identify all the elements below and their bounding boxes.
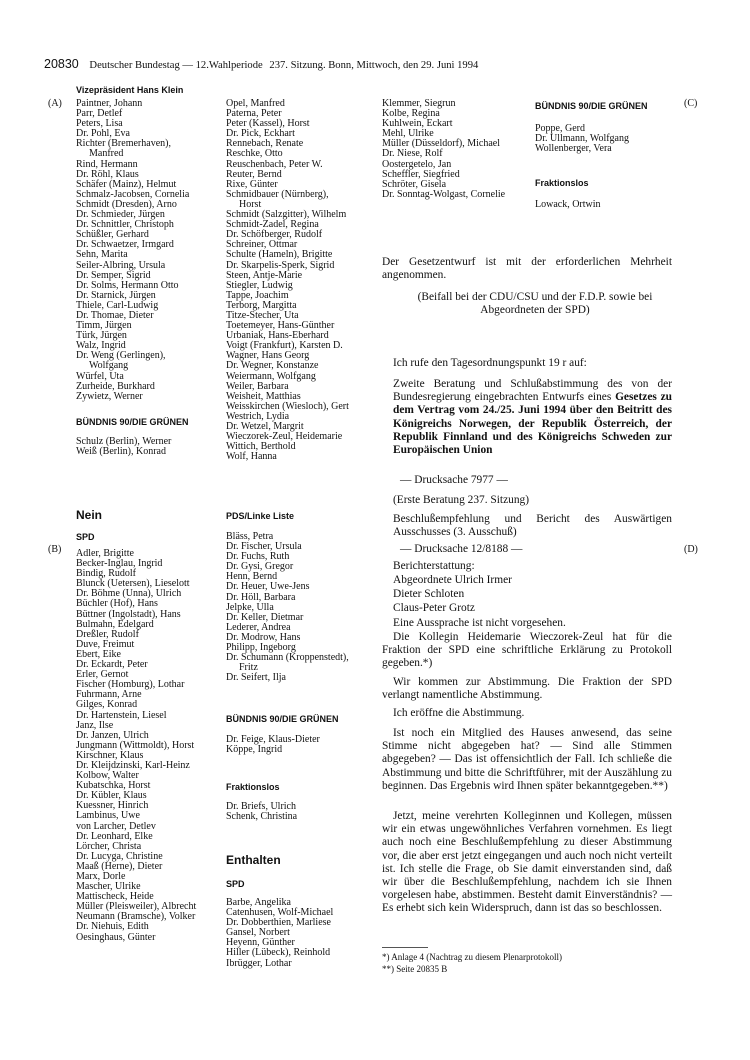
list-item: Wollenberger, Vera <box>535 143 612 155</box>
list-item: Terborg, Margitta <box>226 299 297 311</box>
list-item: Dr. Schumann (Kroppenstedt), <box>226 652 349 664</box>
list-item: Titze-Stecher, Uta <box>226 309 299 321</box>
list-item: Reschke, Otto <box>226 148 283 160</box>
list-item: Urbaniak, Hans-Eberhard <box>226 330 329 342</box>
heading-fraktionslos-col2: Fraktionslos <box>226 782 280 792</box>
col1-names <box>76 99 226 402</box>
margin-mark-a: (A) <box>48 98 62 109</box>
list-item: Kolbe, Regina <box>382 108 440 120</box>
list-item: Dr. Hartenstein, Liesel <box>76 709 167 721</box>
list-item: Blunck (Uetersen), Lieselott <box>76 578 190 590</box>
list-item: Weisskirchen (Wiesloch), Gert <box>226 400 349 412</box>
list-item: Dr. Fuchs, Ruth <box>226 551 290 563</box>
list-item: Scheffler, Siegfried <box>382 168 460 180</box>
list-item: Janz, Ilse <box>76 719 114 731</box>
list-item: Türk, Jürgen <box>76 330 127 342</box>
list-item: Weiermann, Wolfgang <box>226 370 316 382</box>
list-item: Dr. Thomae, Dieter <box>76 309 154 321</box>
heading-spd-nein: SPD <box>76 532 95 542</box>
list-item: Dr. Seifert, Ilja <box>226 672 286 684</box>
list-item: Schäfer (Mainz), Helmut <box>76 178 177 190</box>
list-item: Lambinus, Uwe <box>76 810 140 822</box>
agenda-item-title: Gesetzes zu dem Vertrag vom 24./25. Juni 1994 über den Beitritt des Königreichs Norwegen, der Republik Österreich, der Republik Finnland und des Königreichs Schweden zur Europäischen Union <box>393 391 672 457</box>
list-item: Dr. Pick, Eckhart <box>226 128 295 140</box>
list-item: Dr. Sonntag-Wolgast, Cornelie <box>382 188 506 200</box>
list-item: Dr. Kübler, Klaus <box>76 790 147 802</box>
list-item: Weisheit, Matthias <box>226 390 301 402</box>
list-item: Köppe, Ingrid <box>226 744 283 756</box>
list-item: Paterna, Peter <box>226 108 282 120</box>
heading-pds: PDS/Linke Liste <box>226 511 295 521</box>
list-item: Manfred <box>89 148 124 160</box>
heading-b90-col4: BÜNDNIS 90/DIE GRÜNEN <box>535 101 648 111</box>
list-item: Steen, Antje-Marie <box>226 269 303 281</box>
heading-fraktionslos-col4: Fraktionslos <box>535 178 589 188</box>
list-item: Dr. Schöfberger, Rudolf <box>226 229 323 241</box>
list-item: Oesinghaus, Günter <box>76 931 156 943</box>
list-item: Schüßler, Gerhard <box>76 229 149 241</box>
list-item: Schmalz-Jacobsen, Cornelia <box>76 188 190 200</box>
agenda-item <box>393 378 672 457</box>
list-item: Walz, Ingrid <box>76 340 126 352</box>
list-item: Stiegler, Ludwig <box>226 279 293 291</box>
list-item: Gilges, Konrad <box>76 699 138 711</box>
list-item: Henn, Bernd <box>226 571 278 583</box>
list-item: Tappe, Joachim <box>226 289 289 301</box>
list-item: Wolf, Hanna <box>226 451 277 463</box>
agenda-item-intro: Zweite Beratung und Schlußabstimmung des von der Bundesregierung eingebrachten Entwurfs eines <box>393 378 672 404</box>
list-item: Ibrügger, Lothar <box>226 957 292 969</box>
publication-title: Deutscher Bundestag — 12.Wahlperiode <box>89 60 263 71</box>
list-item: Opel, Manfred <box>226 98 285 109</box>
list-item: Marx, Dorle <box>76 871 126 882</box>
result-text: Der Gesetzentwurf ist mit der erforderlichen Mehrheit angenommen. <box>382 256 672 282</box>
list-item: Dr. Keller, Dietmar <box>226 611 304 623</box>
footnote-1: *) Anlage 4 (Nachtrag zu diesem Plenarprotokoll) <box>382 952 562 962</box>
col1-spd-names <box>76 549 226 943</box>
list-item: Dr. Röhl, Klaus <box>76 168 139 180</box>
list-item: Timm, Jürgen <box>76 320 132 332</box>
list-item: Kuessner, Hinrich <box>76 800 149 812</box>
list-item: Rennebach, Renate <box>226 138 304 150</box>
list-item: Schulte (Hameln), Brigitte <box>226 249 333 261</box>
session-info: 237. Sitzung. Bonn, Mittwoch, den 29. Juni 1994 <box>269 60 479 71</box>
heading-vizepraesident: Vizepräsident Hans Klein <box>76 85 184 95</box>
open-vote: Ich eröffne die Abstimmung. <box>393 707 525 719</box>
heading-enthalten: Enthalten <box>226 853 281 867</box>
list-item: Heyenn, Günther <box>226 937 295 949</box>
list-item: Rind, Hermann <box>76 158 138 170</box>
list-item: Zywietz, Werner <box>76 390 143 402</box>
list-item: Dr. Janzen, Ulrich <box>76 729 149 741</box>
list-item: Mehl, Ulrike <box>382 128 434 140</box>
heading-spd-enthalten: SPD <box>226 879 245 889</box>
list-item: Voigt (Frankfurt), Karsten D. <box>226 340 343 352</box>
list-item: Dr. Solms, Hermann Otto <box>76 279 179 291</box>
list-item: Neumann (Bramsche), Volker <box>76 911 196 923</box>
list-item: Westrich, Lydia <box>226 410 290 422</box>
list-item: Jungmann (Wittmoldt), Horst <box>76 739 195 751</box>
list-item: Dr. Weng (Gerlingen), <box>76 350 166 362</box>
list-item: Gansel, Norbert <box>226 927 290 939</box>
list-item: Zurheide, Burkhard <box>76 380 155 392</box>
first-reading: (Erste Beratung 237. Sitzung) <box>393 494 530 506</box>
margin-mark-c: (C) <box>684 98 698 109</box>
list-item: Schmidbauer (Nürnberg), <box>226 188 329 200</box>
list-item: Peter (Kassel), Horst <box>226 118 310 130</box>
written-statement: Die Kollegin Heidemarie Wieczorek-Zeul hat für die Fraktion der SPD eine schriftliche Erklärung zu Protokoll gegeben.*) <box>382 631 672 670</box>
list-item: Toetemeyer, Hans-Günther <box>226 320 335 332</box>
col3-names <box>382 99 532 200</box>
list-item: Dr. Lucyga, Christine <box>76 850 163 862</box>
list-item: Jelpke, Ulla <box>226 601 274 613</box>
col2-pds-names <box>226 532 376 683</box>
close-vote: Ist noch ein Mitglied des Hauses anwesend, das seine Stimme nicht abgegeben hat? — Sind alle Stimmen abgegeben? — Das ist offensichtlich der Fall. Ich schließe die Abstimmung und bitte die Schriftführer, mit der Auszählung zu beginnen. Das Ergebnis wird Ihnen später bekanntgegeben.**) <box>382 727 672 792</box>
list-item: Schulz (Berlin), Werner <box>76 436 172 447</box>
rapporteurs-label: Berichterstattung: <box>393 560 475 572</box>
list-item: Weiler, Barbara <box>226 380 289 392</box>
heading-b90-col1: BÜNDNIS 90/DIE GRÜNEN <box>76 417 189 427</box>
list-item: Wolfgang <box>89 360 129 372</box>
list-item: Dr. Schmieder, Jürgen <box>76 209 165 221</box>
rapporteur-1: Abgeordnete Ulrich Irmer <box>393 574 512 586</box>
list-item: Schröter, Gisela <box>382 178 447 190</box>
list-item: Reuter, Bernd <box>226 168 282 180</box>
list-item: Wittich, Berthold <box>226 441 296 453</box>
list-item: Mattischeck, Heide <box>76 891 154 903</box>
list-item: Schmidt-Zadel, Regina <box>226 219 319 231</box>
list-item: Dr. Niese, Rolf <box>382 148 443 160</box>
list-item: Philipp, Ingeborg <box>226 642 296 654</box>
drucksache-2: — Drucksache 12/8188 — <box>400 543 523 555</box>
list-item: Sehn, Marita <box>76 249 128 261</box>
list-item: Dr. Fischer, Ursula <box>226 541 302 553</box>
list-item: Wieczorek-Zeul, Heidemarie <box>226 431 343 443</box>
list-item: Seiler-Albring, Ursula <box>76 259 166 271</box>
list-item: Hiller (Lübeck), Reinhold <box>226 947 331 959</box>
list-item: Dr. Wegner, Konstanze <box>226 360 319 372</box>
committee-report: Beschlußempfehlung und Bericht des Auswärtigen Ausschusses (3. Ausschuß) <box>393 513 672 539</box>
col1-b90-names <box>76 437 226 457</box>
list-item: Fritz <box>239 662 258 674</box>
list-item: Adler, Brigitte <box>76 548 134 559</box>
list-item: Ebert, Eike <box>76 648 121 660</box>
list-item: Dr. Kleijdzinski, Karl-Heinz <box>76 759 190 771</box>
list-item: Dr. Dobberthien, Marliese <box>226 917 331 929</box>
list-item: Müller (Düsseldorf), Michael <box>382 138 501 150</box>
col2-names <box>226 99 376 462</box>
margin-mark-b: (B) <box>48 544 62 555</box>
list-item: Bindig, Rudolf <box>76 568 137 580</box>
heading-b90-col2: BÜNDNIS 90/DIE GRÜNEN <box>226 714 339 724</box>
page-header <box>44 57 710 71</box>
list-item: Dr. Gysi, Gregor <box>226 561 294 573</box>
list-item: Horst <box>239 198 262 210</box>
list-item: von Larcher, Detlev <box>76 820 156 832</box>
list-item: Lowack, Ortwin <box>535 199 601 210</box>
list-item: Fischer (Homburg), Lothar <box>76 679 185 691</box>
list-item: Maaß (Herne), Dieter <box>76 860 163 872</box>
list-item: Dr. Ullmann, Wolfgang <box>535 133 629 145</box>
rapporteur-2: Dieter Schloten <box>393 588 465 600</box>
list-item: Lederer, Andrea <box>226 621 291 633</box>
list-item: Dr. Schwaetzer, Irmgard <box>76 239 174 251</box>
list-item: Dr. Eckardt, Peter <box>76 659 148 671</box>
list-item: Kubatschka, Horst <box>76 780 151 792</box>
list-item: Paintner, Johann <box>76 98 143 109</box>
rapporteur-3: Claus-Peter Grotz <box>393 602 475 614</box>
list-item: Bulmahn, Edelgard <box>76 618 154 630</box>
applause-note: (Beifall bei der CDU/CSU und der F.D.P. sowie bei Abgeordneten der SPD) <box>417 291 653 317</box>
col4-fl-names <box>535 200 685 210</box>
list-item: Dr. Briefs, Ulrich <box>226 801 296 812</box>
list-item: Dr. Leonhard, Elke <box>76 830 153 842</box>
list-item: Barbe, Angelika <box>226 897 291 908</box>
list-item: Bläss, Petra <box>226 531 274 542</box>
list-item: Dreßler, Rudolf <box>76 628 139 640</box>
list-item: Schenk, Christina <box>226 811 298 823</box>
list-item: Rixe, Günter <box>226 178 278 190</box>
list-item: Reuschenbach, Peter W. <box>226 158 323 170</box>
list-item: Dr. Feige, Klaus-Dieter <box>226 734 320 745</box>
list-item: Dr. Starnick, Jürgen <box>76 289 156 301</box>
list-item: Richter (Bremerhaven), <box>76 138 171 150</box>
list-item: Büttner (Ingolstadt), Hans <box>76 608 181 620</box>
list-item: Kuhlwein, Eckart <box>382 118 453 130</box>
list-item: Duve, Freimut <box>76 638 135 650</box>
agenda-call: Ich rufe den Tagesordnungspunkt 19 r auf: <box>393 357 587 369</box>
footnote-2: **) Seite 20835 B <box>382 964 448 974</box>
page-number: 20830 <box>44 57 79 71</box>
list-item: Thiele, Carl-Ludwig <box>76 299 159 311</box>
list-item: Dr. Semper, Sigrid <box>76 269 151 281</box>
list-item: Lörcher, Christa <box>76 840 142 852</box>
list-item: Dr. Wetzel, Margrit <box>226 421 304 432</box>
list-item: Würfel, Uta <box>76 370 124 382</box>
list-item: Weiß (Berlin), Konrad <box>76 446 166 458</box>
list-item: Dr. Böhme (Unna), Ulrich <box>76 588 182 600</box>
heading-nein: Nein <box>76 508 103 522</box>
no-debate: Eine Aussprache ist nicht vorgesehen. <box>393 617 566 629</box>
list-item: Parr, Detlef <box>76 108 123 120</box>
list-item: Dr. Höll, Barbara <box>226 591 296 603</box>
list-item: Müller (Pleisweiler), Albrecht <box>76 901 197 913</box>
list-item: Dr. Niehuis, Edith <box>76 921 149 933</box>
list-item: Dr. Schnittler, Christoph <box>76 219 174 231</box>
list-item: Kolbow, Walter <box>76 770 139 782</box>
vote-start: Wir kommen zur Abstimmung. Die Fraktion der SPD verlangt namentliche Abstimmung. <box>382 676 672 702</box>
list-item: Poppe, Gerd <box>535 123 585 134</box>
list-item: Mascher, Ulrike <box>76 881 141 893</box>
col2-b90-names <box>226 735 376 755</box>
col2-spd-names <box>226 898 376 969</box>
margin-mark-d: (D) <box>684 544 698 555</box>
drucksache-1: — Drucksache 7977 — <box>400 474 508 486</box>
list-item: Dr. Heuer, Uwe-Jens <box>226 581 310 593</box>
col4-b90-names <box>535 124 685 154</box>
list-item: Kirschner, Klaus <box>76 749 144 761</box>
list-item: Klemmer, Siegrun <box>382 98 456 109</box>
list-item: Wagner, Hans Georg <box>226 350 310 362</box>
list-item: Peters, Lisa <box>76 118 123 130</box>
list-item: Dr. Pohl, Eva <box>76 128 130 140</box>
procedure-text: Jetzt, meine verehrten Kolleginnen und Kollegen, müssen wir ein etwas ungewöhnliches Verfahren vornehmen. Es liegt auch noch eine Beschlußempfehlung zu dieser Abstimmung vor, die aber erst jetzt eingegangen und auch noch nicht verteilt ist. Ich stelle die Frage, ob Sie damit einverstanden sind, daß wir über die Beschlußempfehlung, nachdem ich sie Ihnen vorgelesen habe, abstimmen. Besteht damit Einverständnis? — Es erhebt sich kein Widerspruch, dann ist das so beschlossen. <box>382 810 672 915</box>
list-item: Fuhrmann, Arne <box>76 689 142 701</box>
list-item: Schmidt (Dresden), Arno <box>76 198 177 210</box>
footnote-rule <box>382 947 428 948</box>
list-item: Oostergetelo, Jan <box>382 158 452 170</box>
list-item: Büchler (Hof), Hans <box>76 598 158 610</box>
list-item: Erler, Gernot <box>76 669 129 681</box>
list-item: Becker-Inglau, Ingrid <box>76 558 163 570</box>
list-item: Catenhusen, Wolf-Michael <box>226 907 334 919</box>
list-item: Schreiner, Ottmar <box>226 239 298 251</box>
col2-fl-names <box>226 802 376 822</box>
list-item: Schmidt (Salzgitter), Wilhelm <box>226 209 347 221</box>
list-item: Dr. Modrow, Hans <box>226 631 301 643</box>
list-item: Dr. Skarpelis-Sperk, Sigrid <box>226 259 335 271</box>
